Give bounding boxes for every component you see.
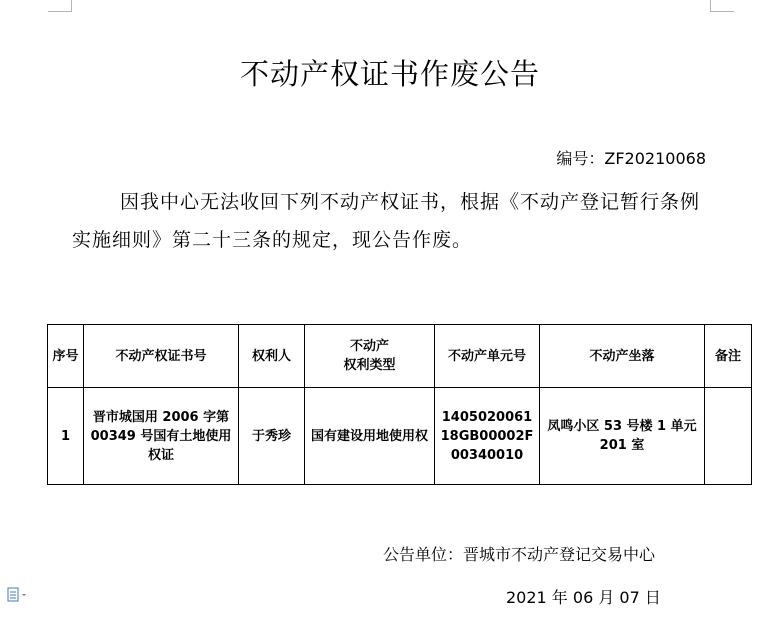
header-right-type-line1: 不动产 — [349, 339, 389, 354]
header-right-type-line2: 权利类型 — [343, 358, 396, 373]
header-holder: 权利人 — [239, 325, 305, 388]
announcement-body: 因我中心无法收回下列不动产权证书，根据《不动产登记暂行条例实施细则》第二十三条的规定，现公告作废。 — [72, 191, 701, 251]
document-icon[interactable] — [6, 585, 34, 603]
header-cert-no: 不动产权证书号 — [84, 325, 239, 388]
header-location: 不动产坐落 — [540, 325, 705, 388]
cell-holder: 于秀珍 — [239, 388, 305, 485]
cell-location: 凤鸣小区 53 号楼 1 单元 201 室 — [540, 388, 705, 485]
issue-date: 2021 年 06 月 07 日 — [506, 588, 661, 607]
header-right-type — [305, 325, 435, 388]
cell-seq: 1 — [48, 388, 84, 485]
page-corner-mark-right — [710, 0, 734, 12]
header-remark: 备注 — [705, 325, 752, 388]
issuer-line: 公告单位：晋城市不动产登记交易中心 — [383, 545, 656, 564]
cell-unit-no: 140502006118GB00002F00340010 — [435, 388, 540, 485]
cell-cert-no: 晋市城国用 2006 字第 00349 号国有土地使用权证 — [84, 388, 239, 485]
page-title: 不动产权证书作废公告 — [239, 57, 540, 91]
header-unit-no: 不动产单元号 — [435, 325, 540, 388]
page-corner-mark-left — [48, 0, 72, 12]
certificate-table — [47, 324, 752, 485]
table-row — [48, 388, 752, 485]
cell-right-type: 国有建设用地使用权 — [305, 388, 435, 485]
document-number: 编号：ZF20210068 — [556, 149, 706, 168]
header-seq: 序号 — [48, 325, 84, 388]
cell-remark — [705, 388, 752, 485]
table-header-row — [48, 325, 752, 388]
